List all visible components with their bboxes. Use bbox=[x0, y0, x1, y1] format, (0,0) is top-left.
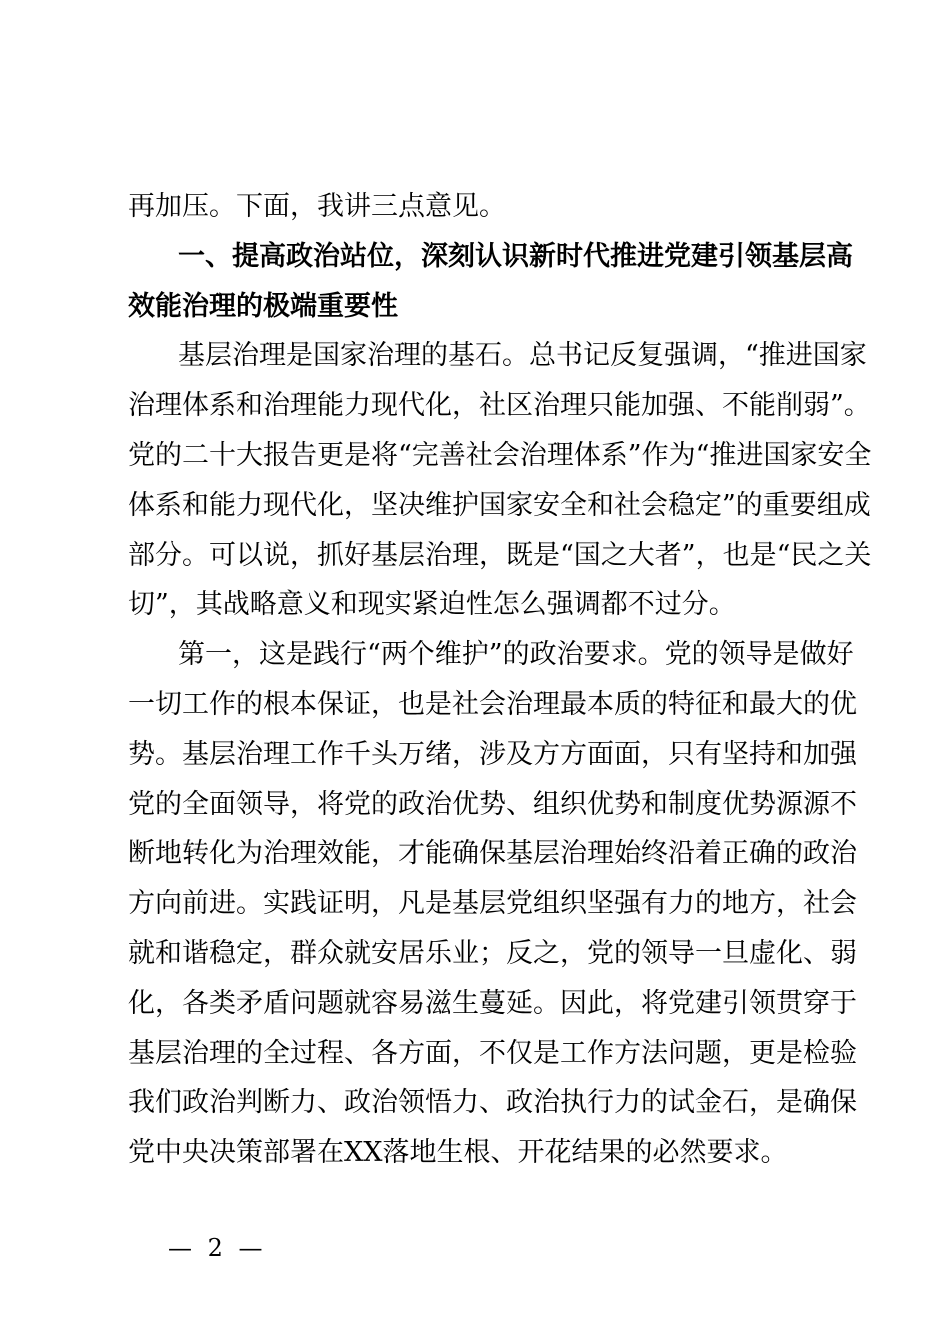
text-line: 治理体系和治理能力现代化，社区治理只能加强、不能削弱”。 bbox=[128, 390, 871, 422]
text-line: 化，各类矛盾问题就容易滋生蔓延。因此，将党建引领贯穿于 bbox=[128, 987, 857, 1019]
page-number: — 2 — bbox=[168, 1234, 267, 1262]
text-line: 再加压。下面，我讲三点意见。 bbox=[128, 191, 506, 222]
heading-line: 效能治理的极端重要性 bbox=[128, 290, 398, 322]
text-line: 切”，其战略意义和现实紧迫性怎么强调都不过分。 bbox=[128, 589, 736, 621]
text-line: 断地转化为治理效能，才能确保基层治理始终沿着正确的政治 bbox=[128, 838, 857, 870]
text-line: 基层治理是国家治理的基石。总书记反复强调，“推进国家 bbox=[178, 340, 867, 372]
text-line: 部分。可以说，抓好基层治理，既是“国之大者”，也是“民之关 bbox=[128, 539, 872, 571]
document-body bbox=[128, 188, 872, 1184]
paragraph bbox=[128, 337, 872, 636]
text-line: 党中央决策部署在XX落地生根、开花结果的必然要求。 bbox=[128, 1137, 788, 1169]
text-line: 第一，这是践行“两个维护”的政治要求。党的领导是做好 bbox=[178, 639, 854, 671]
text-line: 势。基层治理工作千头万绪，涉及方方面面，只有坚持和加强 bbox=[128, 738, 857, 770]
text-line: 党的全面领导，将党的政治优势、组织优势和制度优势源源不 bbox=[128, 788, 857, 820]
text-line: 方向前进。实践证明，凡是基层党组织坚强有力的地方，社会 bbox=[128, 888, 857, 920]
text-line: 党的二十大报告更是将“完善社会治理体系”作为“推进国家安全 bbox=[128, 439, 872, 471]
paragraph bbox=[128, 188, 830, 238]
text-line: 一切工作的根本保证，也是社会治理最本质的特征和最大的优 bbox=[128, 688, 857, 720]
heading-line: 一、提高政治站位，深刻认识新时代推进党建引领基层高 bbox=[178, 240, 853, 272]
text-line: 就和谐稳定，群众就安居乐业；反之，党的领导一旦虚化、弱 bbox=[128, 937, 857, 969]
text-line: 基层治理的全过程、各方面，不仅是工作方法问题，更是检验 bbox=[128, 1037, 857, 1069]
text-line: 我们政治判断力、政治领悟力、政治执行力的试金石，是确保 bbox=[128, 1087, 857, 1119]
section-heading bbox=[128, 238, 853, 338]
text-line: 体系和能力现代化，坚决维护国家安全和社会稳定”的重要组成 bbox=[128, 489, 871, 521]
paragraph bbox=[128, 636, 857, 1184]
